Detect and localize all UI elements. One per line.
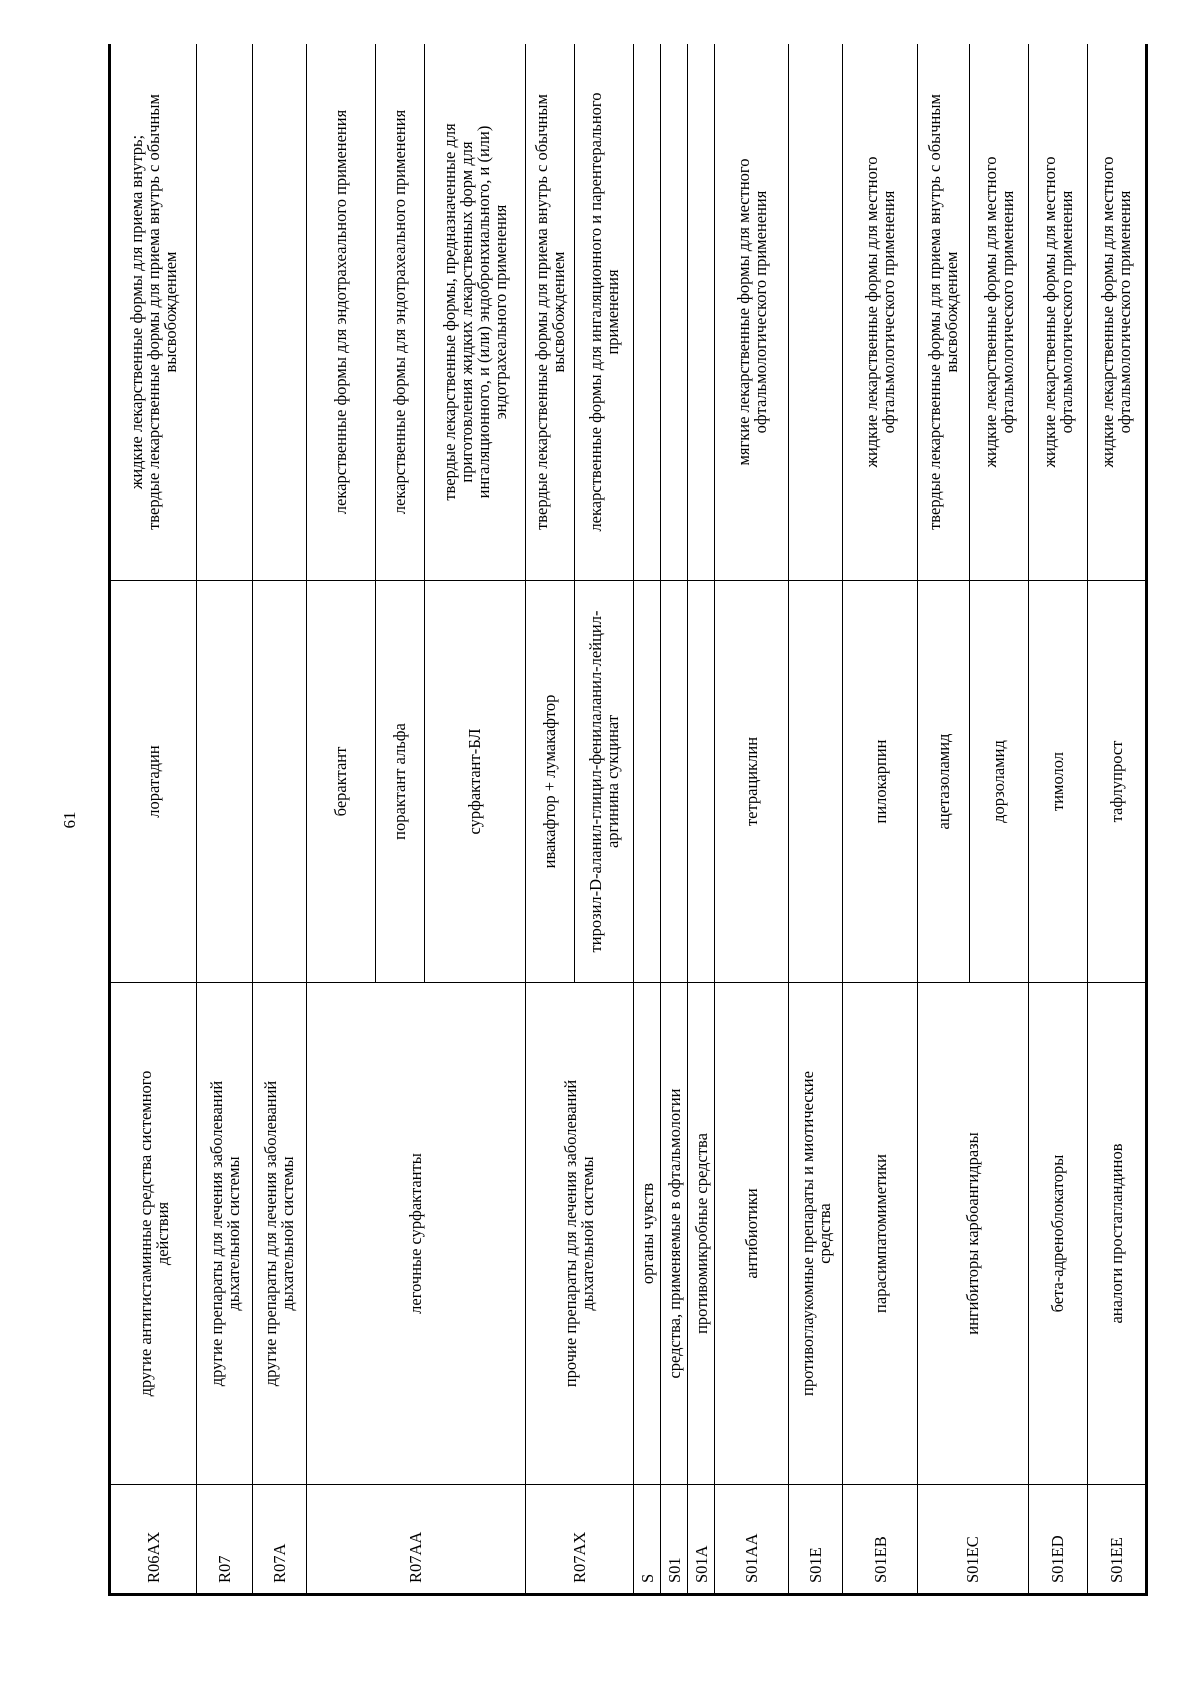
- drug-name-cell: пилокарпин: [843, 581, 918, 983]
- table-row: [633, 44, 660, 1595]
- drug-name-cell: [197, 581, 252, 983]
- text-line: твердые лекарственные формы, предназначенные для: [439, 123, 459, 501]
- table-row: [715, 44, 789, 1595]
- group-name-cell: [252, 983, 306, 1485]
- text-line: офтальмологического применения: [879, 190, 899, 434]
- text-line: противоглаукомные препараты и миотические: [797, 1071, 817, 1396]
- group-name-cell: [1028, 983, 1087, 1485]
- text-line: жидкие лекарственные формы для местного: [980, 156, 1000, 468]
- group-name-cell: [110, 983, 197, 1485]
- group-name-cell: [633, 983, 660, 1485]
- text-line: высвобождением: [161, 251, 181, 373]
- text-line: офтальмологического применения: [997, 190, 1017, 434]
- text-line: парасимпатомиметики: [870, 1154, 890, 1313]
- atc-code-cell: R07A: [252, 1485, 306, 1595]
- group-name-cell: [306, 983, 525, 1485]
- text-line: твердые лекарственные формы для приема внутрь с обычным: [144, 94, 164, 530]
- atc-code-cell: R07: [197, 1485, 252, 1595]
- text-line: лекарственные формы для эндотрахеального применения: [390, 109, 410, 515]
- table-row: [306, 44, 375, 1595]
- atc-code-cell: S: [633, 1485, 660, 1595]
- drug-name-cell: тимолол: [1028, 581, 1087, 983]
- text-line: другие препараты для лечения заболеваний: [206, 1080, 226, 1387]
- text-line: жидкие лекарственные формы для местного: [1039, 156, 1059, 468]
- text-line: легочные сурфактанты: [406, 1153, 426, 1314]
- table-row: [661, 44, 688, 1595]
- text-line: твердые лекарственные формы для приема внутрь с обычным: [531, 94, 551, 530]
- atc-code-cell: S01E: [788, 1485, 842, 1595]
- drug-name-cell: порактант альфа: [375, 581, 424, 983]
- drug-name-cell: сурфактант-БЛ: [424, 581, 525, 983]
- text-line: бета-адреноблокаторы: [1048, 1154, 1068, 1313]
- dosage-form-cell: [715, 44, 789, 581]
- group-name-cell: [788, 983, 842, 1485]
- drug-name-cell: тирозил-D-аланил-глицил-фенилаланил-лейцил-аргинина сукцинат: [574, 581, 633, 983]
- text-line: дыхательной системы: [223, 1156, 243, 1311]
- drug-name-cell: [688, 581, 715, 983]
- text-line: эндотрахеального применения: [490, 204, 510, 420]
- drug-name-cell: [788, 581, 842, 983]
- text-line: жидкие лекарственные формы для местного: [1098, 156, 1118, 468]
- dosage-form-cell: [788, 44, 842, 581]
- drug-name-cell: лоратадин: [110, 581, 197, 983]
- page-number: 61: [60, 811, 79, 829]
- dosage-form-cell: [424, 44, 525, 581]
- dosage-form-cell: [661, 44, 688, 581]
- atc-code-cell: S01A: [688, 1485, 715, 1595]
- table-row: [688, 44, 715, 1595]
- table-row: [788, 44, 842, 1595]
- text-line: противомикробные средства: [691, 1133, 711, 1334]
- table-row: [918, 44, 970, 1595]
- table-row: [525, 44, 574, 1595]
- table-row: [197, 44, 252, 1595]
- dosage-form-cell: [1087, 44, 1146, 581]
- text-line: офтальмологического применения: [1056, 190, 1076, 434]
- atc-code-cell: S01EB: [843, 1485, 918, 1595]
- atc-code-cell: R07AA: [306, 1485, 525, 1595]
- group-name-cell: [688, 983, 715, 1485]
- atc-code-cell: S01ED: [1028, 1485, 1087, 1595]
- group-name-cell: [525, 983, 633, 1485]
- group-name-cell: [918, 983, 1029, 1485]
- text-line: прочие препараты для лечения заболеваний: [561, 1079, 581, 1388]
- atc-code-cell: S01EE: [1087, 1485, 1146, 1595]
- medicines-table: [108, 44, 1148, 1596]
- text-line: высвобождением: [548, 251, 568, 373]
- dosage-form-cell: [525, 44, 574, 581]
- atc-code-cell: S01: [661, 1485, 688, 1595]
- drug-name-cell: дорзоламид: [969, 581, 1028, 983]
- dosage-form-cell: [375, 44, 424, 581]
- atc-code-cell: S01EC: [918, 1485, 1029, 1595]
- text-line: офтальмологического применения: [1115, 190, 1135, 434]
- dosage-form-cell: [688, 44, 715, 581]
- drug-name-cell: берактант: [306, 581, 375, 983]
- group-name-cell: [1087, 983, 1146, 1485]
- table-row: [252, 44, 306, 1595]
- text-line: ингаляционного, и (или) эндобронхиального, и (или): [473, 125, 493, 499]
- text-line: действия: [152, 1201, 172, 1266]
- table-row: [1028, 44, 1087, 1595]
- dosage-form-cell: [969, 44, 1028, 581]
- dosage-form-cell: [197, 44, 252, 581]
- table-row: [843, 44, 918, 1595]
- drug-name-cell: ивакафтор + лумакафтор: [525, 581, 574, 983]
- drug-name-cell: тетрациклин: [715, 581, 789, 983]
- drug-name-cell: [661, 581, 688, 983]
- group-name-cell: [197, 983, 252, 1485]
- text-line: твердые лекарственные формы для приема внутрь с обычным: [925, 94, 945, 530]
- atc-code-cell: R06AX: [110, 1485, 197, 1595]
- dosage-form-cell: [306, 44, 375, 581]
- dosage-form-cell: [252, 44, 306, 581]
- dosage-form-cell: [574, 44, 633, 581]
- text-line: приготовления жидких лекарственных форм для: [456, 141, 476, 483]
- text-line: офтальмологического применения: [750, 190, 770, 434]
- text-line: ингибиторы карбоангидразы: [963, 1132, 983, 1335]
- drug-name-cell: тафлупрост: [1087, 581, 1146, 983]
- group-name-cell: [843, 983, 918, 1485]
- rotated-table-area: [108, 44, 1148, 1596]
- dosage-form-cell: [843, 44, 918, 581]
- text-line: аналоги простагландинов: [1106, 1143, 1126, 1324]
- drug-name-cell: [633, 581, 660, 983]
- text-line: средства: [814, 1203, 834, 1264]
- group-name-cell: [715, 983, 789, 1485]
- text-line: жидкие лекарственные формы для приема внутрь;: [127, 134, 147, 490]
- drug-name-cell: [252, 581, 306, 983]
- atc-code-cell: S01AA: [715, 1485, 789, 1595]
- dosage-form-cell: [1028, 44, 1087, 581]
- text-line: дыхательной системы: [578, 1156, 598, 1311]
- atc-code-cell: R07AX: [525, 1485, 633, 1595]
- text-line: другие препараты для лечения заболеваний: [261, 1080, 281, 1387]
- text-line: лекарственные формы для эндотрахеального применения: [331, 109, 351, 515]
- table-row: [1087, 44, 1146, 1595]
- dosage-form-cell: [633, 44, 660, 581]
- dosage-form-cell: [918, 44, 970, 581]
- text-line: мягкие лекарственные формы для местного: [733, 158, 753, 466]
- table-row: [110, 44, 197, 1595]
- text-line: высвобождением: [942, 251, 962, 373]
- group-name-cell: [661, 983, 688, 1485]
- text-line: другие антигистаминные средства системного: [135, 1070, 155, 1397]
- text-line: применения: [602, 269, 622, 355]
- text-line: антибиотики: [742, 1188, 762, 1279]
- drug-name-cell: ацетазоламид: [918, 581, 970, 983]
- text-line: средства, применяемые в офтальмологии: [664, 1088, 684, 1379]
- text-line: лекарственные формы для ингаляционного и парентерального: [585, 92, 605, 532]
- dosage-form-cell: [110, 44, 197, 581]
- text-line: жидкие лекарственные формы для местного: [862, 156, 882, 468]
- text-line: органы чувств: [637, 1182, 657, 1285]
- text-line: дыхательной системы: [278, 1156, 298, 1311]
